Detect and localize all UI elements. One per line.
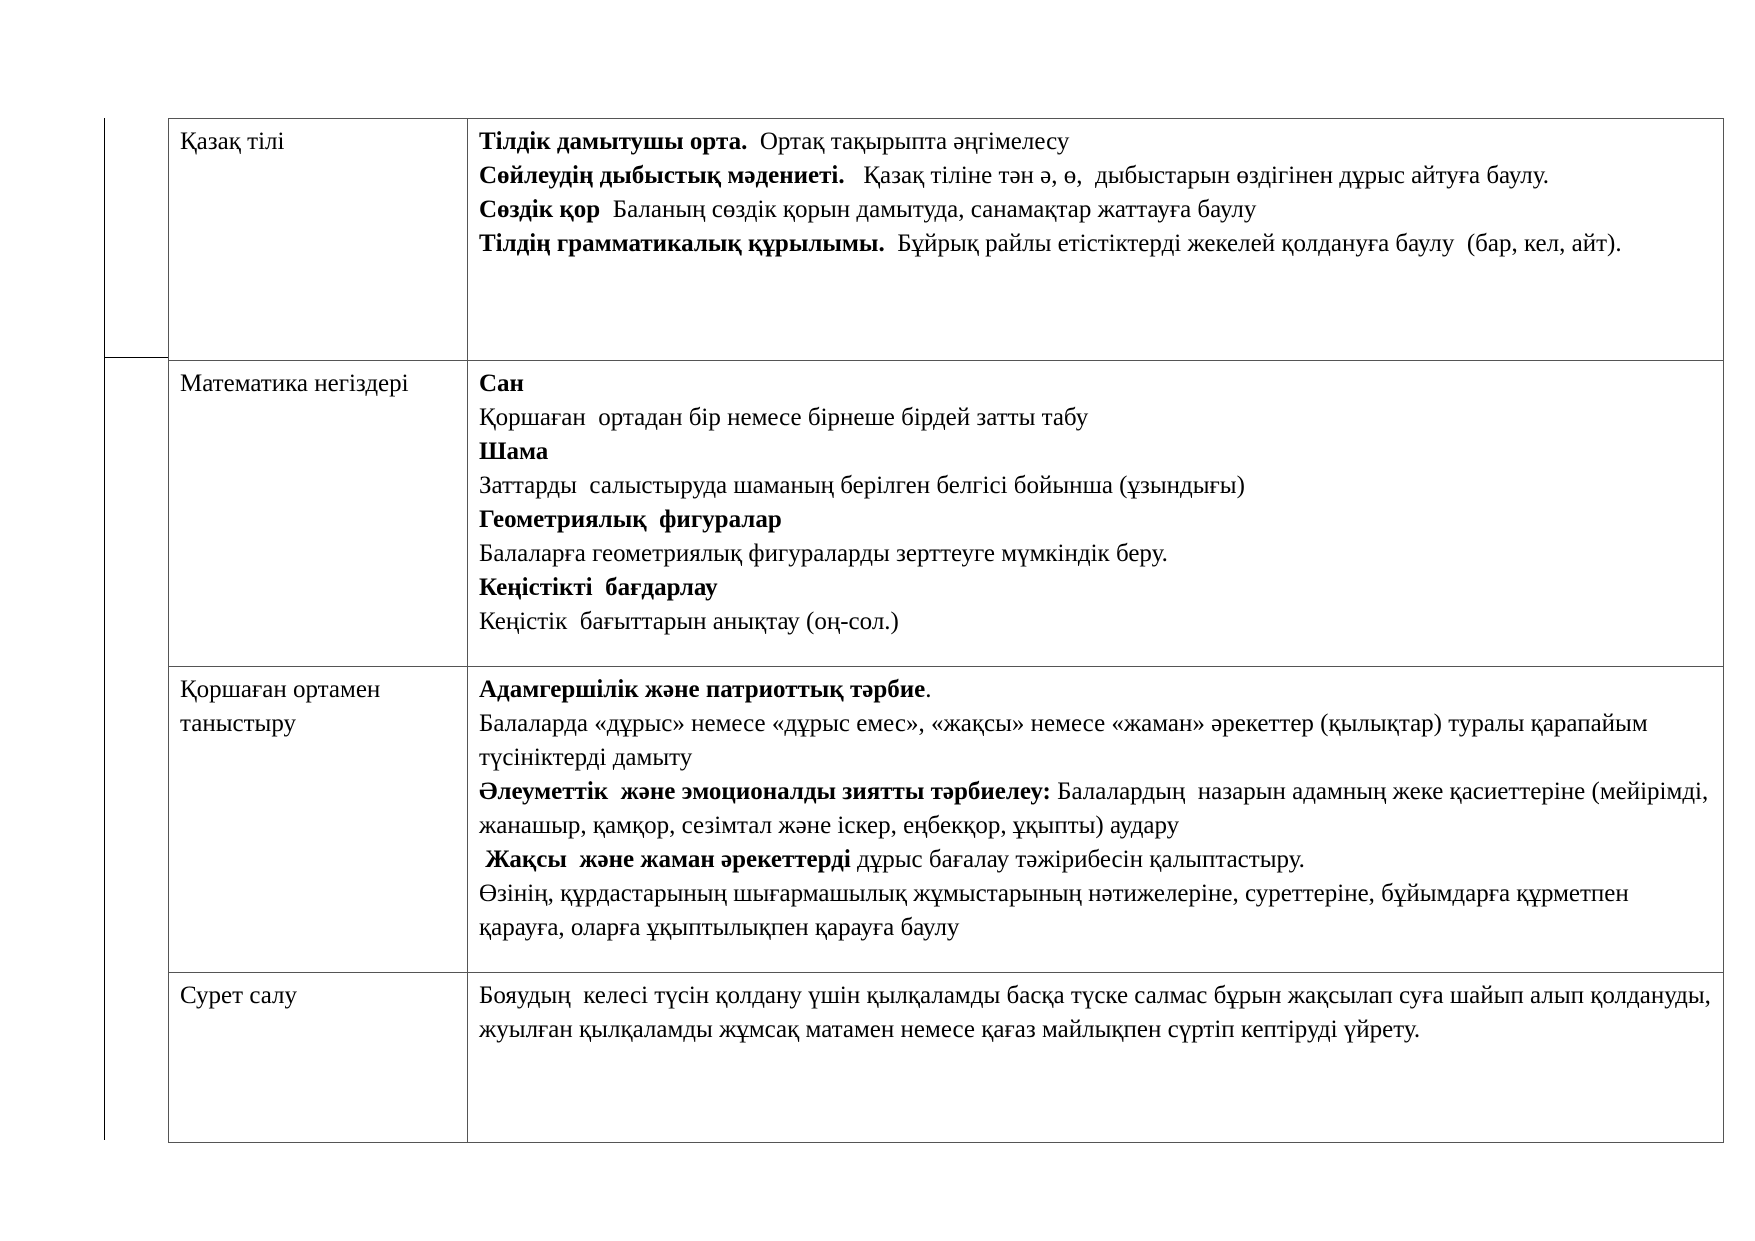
content-text: Заттарды салыстыруда шаманың берілген белгісі бойынша (ұзындығы) <box>479 472 1245 499</box>
content-line <box>479 193 1712 227</box>
content-heading: Адамгершілік және патриоттық тәрбие <box>479 676 926 703</box>
content-line <box>479 227 1712 261</box>
content-text: Балалардың назарын адамның жеке қасиеттеріне (мейірімді, жанашыр, қамқор, сезімтал және іскер, еңбекқор, ұқыпты) аудару <box>479 778 1715 839</box>
content-heading: Жақсы және жаман әрекеттерді <box>479 846 851 873</box>
content-text: Қазақ тіліне тән ә, ө, дыбыстарын өздігінен дұрыс айтуға баулу. <box>844 162 1550 189</box>
content-text: Балаларға геометриялық фигураларды зерттеуге мүмкіндік беру. <box>479 540 1168 567</box>
curriculum-table <box>168 118 1724 1143</box>
content-cell <box>468 361 1724 667</box>
subject-cell <box>169 973 468 1143</box>
table-row <box>169 119 1724 361</box>
content-heading: Сөздік қор <box>479 196 601 223</box>
content-line <box>479 979 1718 1047</box>
subject-label: Математика негіздері <box>180 370 409 397</box>
content-text: Бояудың келесі түсін қолдану үшін қылқаламды басқа түске салмас бұрын жақсылап суға шайып алып қолдануды, жуылған қылқаламды жұмсақ матамен немесе қағаз майлықпен сүртіп кептіруді үйрету. <box>479 982 1718 1043</box>
content-line <box>479 469 1712 503</box>
subject-cell <box>169 667 468 973</box>
subject-label: Сурет салу <box>180 982 298 1009</box>
left-border-line <box>104 118 105 1140</box>
content-text: Баланың сөздік қорын дамытуда, санамақтар жаттауға баулу <box>600 196 1257 223</box>
content-heading: Сөйлеудің дыбыстық мәдениеті. <box>479 162 845 189</box>
content-line <box>479 435 1712 469</box>
content-text: Балаларда «дұрыс» немесе «дұрыс емес», «жақсы» немесе «жаман» әрекеттер (қылықтар) туралы қарапайым түсініктерді дамыту <box>479 710 1648 771</box>
content-line <box>479 503 1712 537</box>
content-line <box>479 673 1712 707</box>
content-line <box>479 605 1712 639</box>
content-text: Кеңістік бағыттарын анықтау (оң-сол.) <box>479 608 899 635</box>
content-heading: Шама <box>479 438 549 465</box>
content-text: Өзінің, құрдастарының шығармашылық жұмыстарының нәтижелеріне, суреттеріне, бұйымдарға құрметпен қарауға, оларға ұқыптылықпен қарауға баулу <box>479 880 1629 941</box>
content-heading: Тілдің грамматикалық құрылымы. <box>479 230 885 257</box>
content-line <box>479 571 1712 605</box>
content-line <box>479 367 1712 401</box>
subject-label: Қазақ тілі <box>180 128 285 155</box>
content-text: дұрыс бағалау тәжірибесін қалыптастыру. <box>850 846 1305 873</box>
left-row-divider <box>104 357 169 358</box>
content-heading: Сан <box>479 370 524 397</box>
content-heading: Кеңістікті бағдарлау <box>479 574 718 601</box>
subject-label: Қоршаған ортамен таныстыру <box>180 676 381 737</box>
content-line <box>479 707 1712 775</box>
table-row <box>169 973 1724 1143</box>
content-line <box>479 843 1712 877</box>
content-line <box>479 537 1712 571</box>
table-row <box>169 361 1724 667</box>
table-row <box>169 667 1724 973</box>
subject-cell <box>169 361 468 667</box>
content-line <box>479 775 1715 843</box>
content-text: Ортақ тақырыпта әңгімелесу <box>747 128 1070 155</box>
content-line <box>479 125 1712 159</box>
content-cell <box>468 119 1724 361</box>
content-line <box>479 159 1712 193</box>
content-heading: Әлеуметтік және эмоционалды зиятты тәрбиелеу: <box>479 778 1051 805</box>
content-text: . <box>925 676 932 703</box>
content-heading: Геометриялық фигуралар <box>479 506 782 533</box>
content-heading: Тілдік дамытушы орта. <box>479 128 748 155</box>
content-text: Бұйрық райлы етістіктерді жекелей қолдануға баулу (бар, кел, айт). <box>884 230 1622 257</box>
content-text: Қоршаған ортадан бір немесе бірнеше бірдей затты табу <box>479 404 1089 431</box>
content-line <box>479 877 1712 945</box>
content-cell <box>468 973 1724 1143</box>
subject-cell <box>169 119 468 361</box>
content-cell <box>468 667 1724 973</box>
content-line <box>479 401 1712 435</box>
